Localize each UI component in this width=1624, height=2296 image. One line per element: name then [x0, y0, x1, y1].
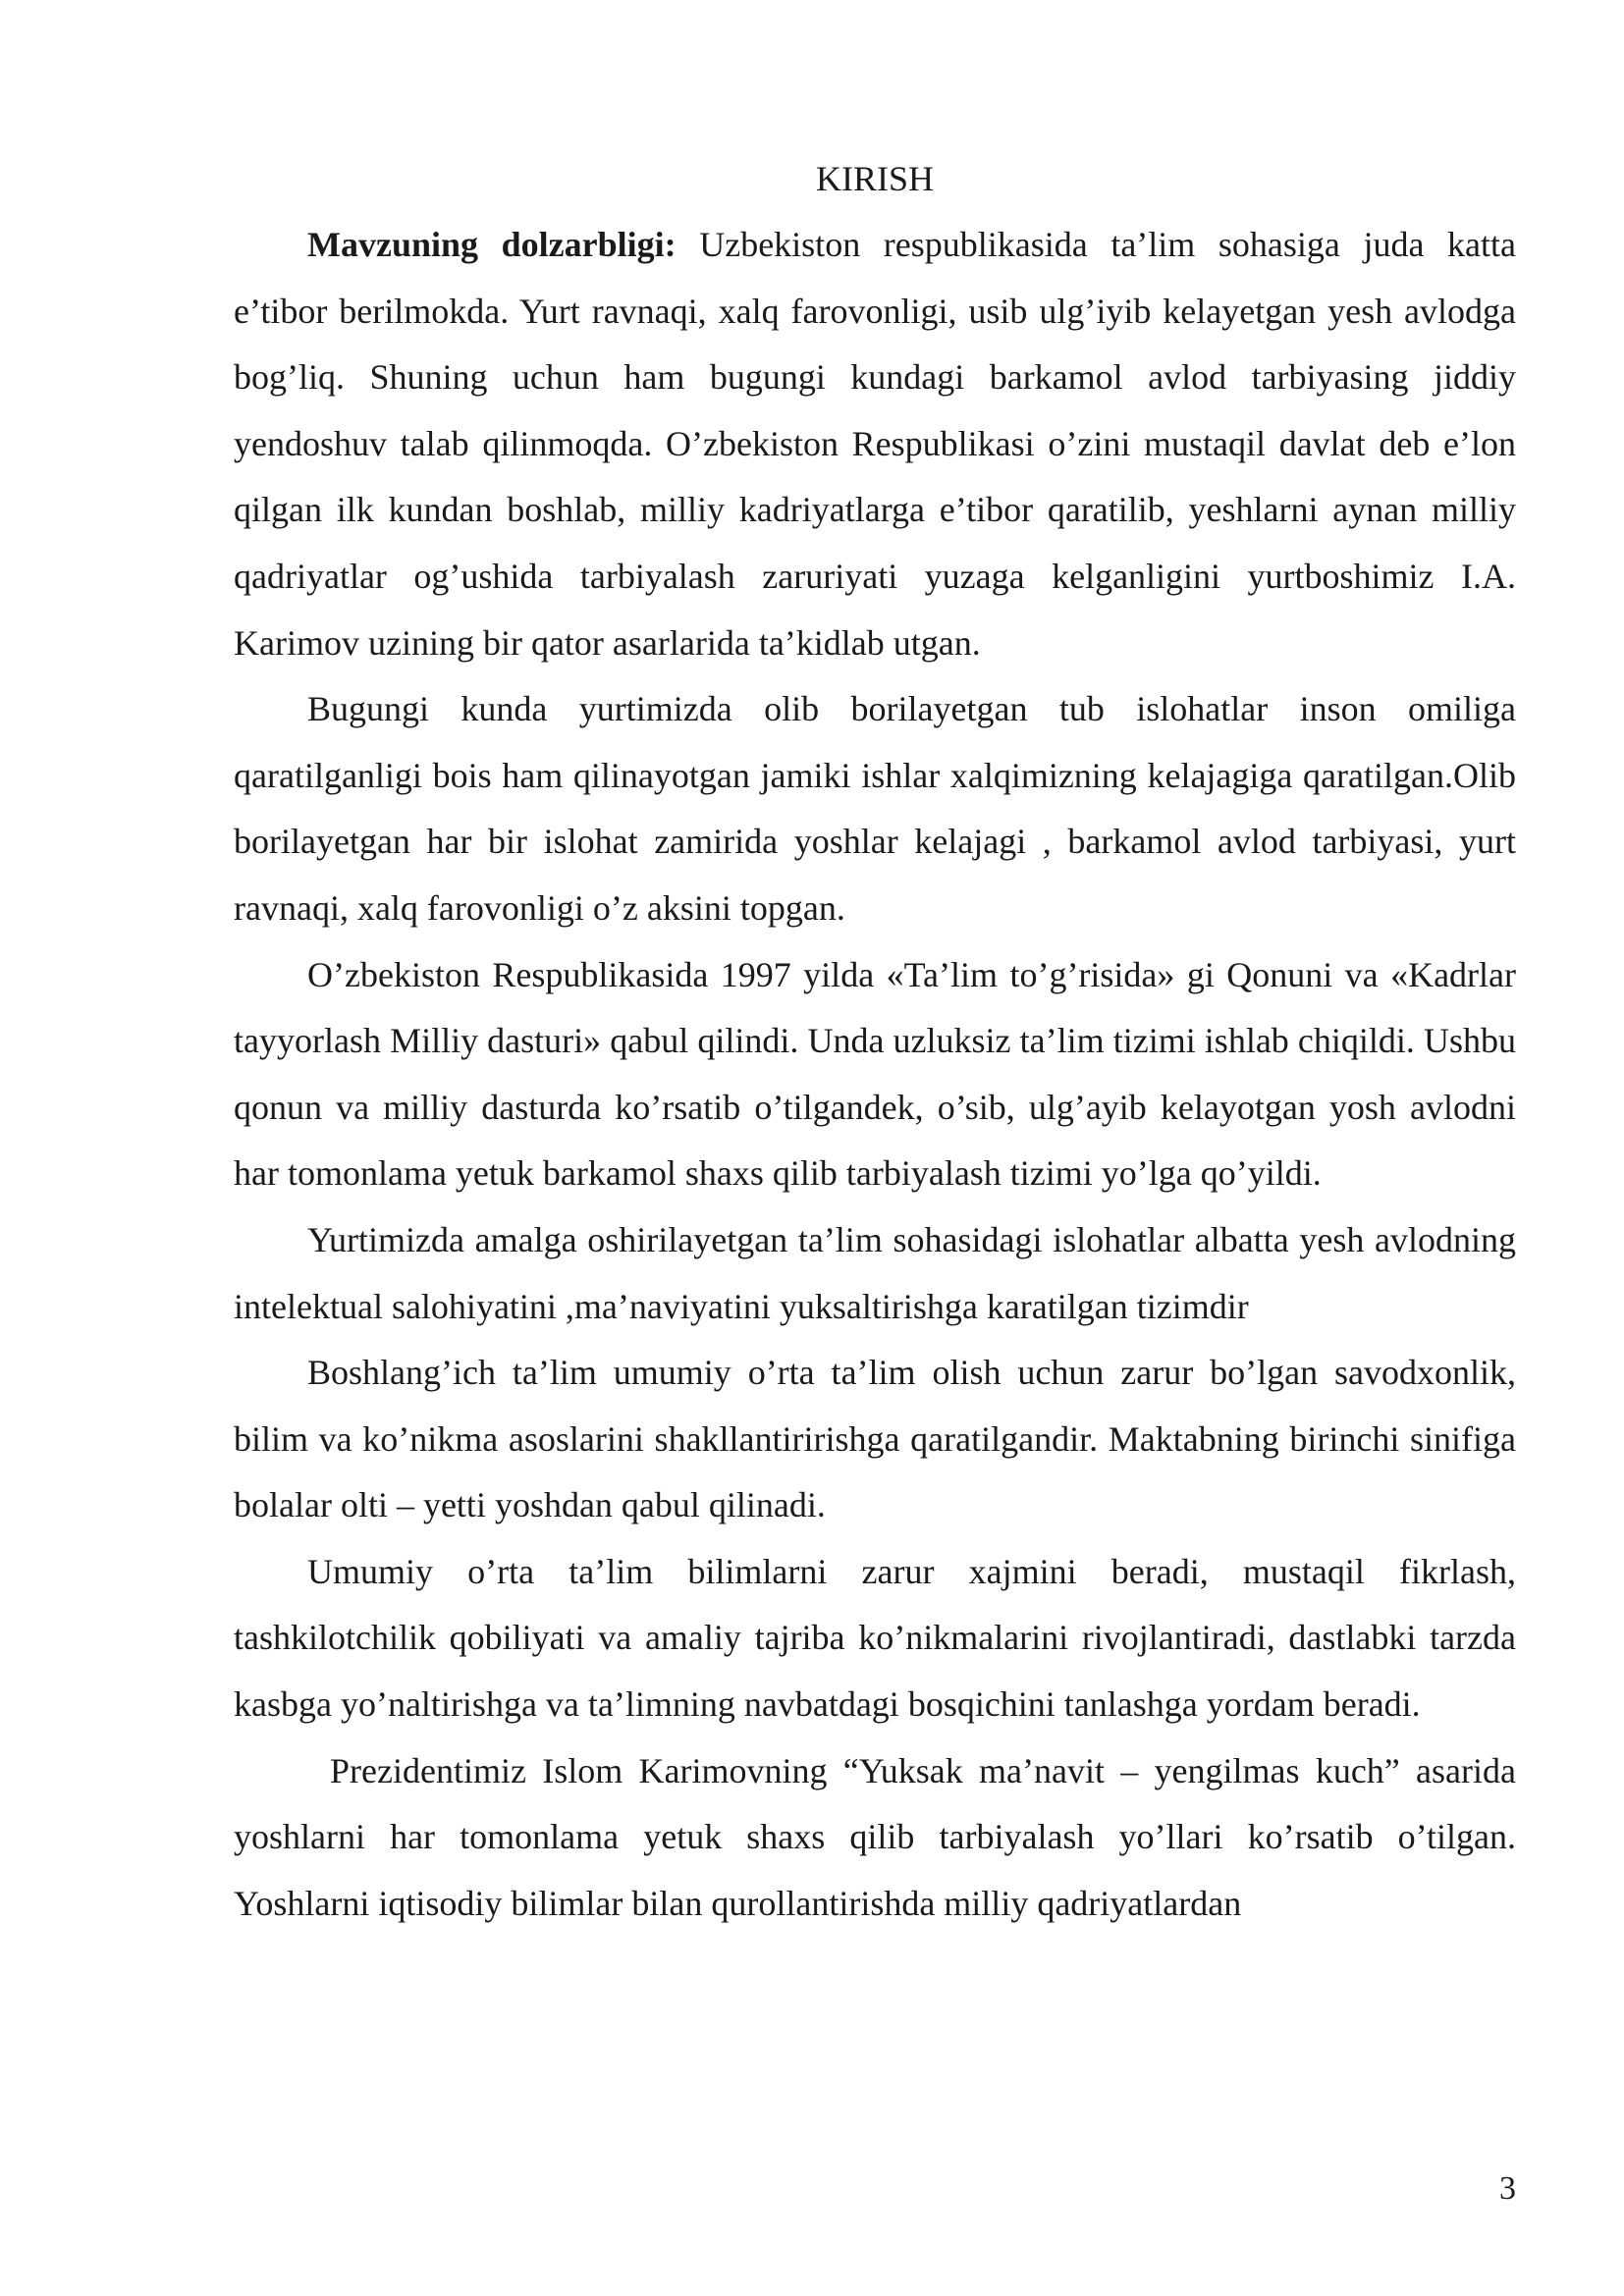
paragraph-primary-education: Boshlang’ich ta’lim umumiy o’rta ta’lim olish uchun zarur bo’lgan savodxonlik, bilim va ko’nikma asoslarini shakllantiririshga qaratilgandir. Maktabning birinchi sinifiga bolalar olti – yetti yoshdan qabul qilinadi. [234, 1353, 1516, 1525]
paragraph-relevance [234, 212, 1516, 676]
paragraph-text: Uzbekiston respublikasida ta’lim sohasiga juda katta e’tibor berilmokda. Yurt ravnaqi, xalq farovonligi, usib ulg’iyib kelayetgan yesh avlodga bog’liq. Shuning uchun ham bugungi kundagi barkamol avlod tarbiyasing jiddiy yendoshuv talab qilinmoqda. O’zbekiston Respublikasi o’zini mustaqil davlat deb e’lon qilgan ilk kundan boshlab, milliy kadriyatlarga e’tibor qaratilib, yeshlarni aynan milliy qadriyatlar og’ushida tarbiyalash zaruriyati yuzaga kelganligini yurtboshimiz I.A. Karimov uzining bir qator asarlarida ta’kidlab utgan. [234, 225, 1516, 663]
paragraph-president-work: Prezidentimiz Islom Karimovning “Yuksak ma’navit – yengilmas kuch” asarida yoshlarni har tomonlama yetuk shaxs qilib tarbiyalash yo’llari ko’rsatib o’tilgan. Yoshlarni iqtisodiy bilimlar bilan qurollantirishda milliy qadriyatlardan [234, 1750, 1516, 1923]
paragraph-intellectual-potential: Yurtimizda amalga oshirilayetgan ta’lim sohasidagi islohatlar albatta yesh avlodning intelektual salohiyatini ,ma’naviyatini yuksaltirishga karatilgan tizimdir [234, 1219, 1516, 1326]
paragraph-secondary-education: Umumiy o’rta ta’lim bilimlarni zarur xajmini beradi, mustaqil fikrlash, tashkilotchilik qobiliyati va amaliy tajriba ko’nikmalarini rivojlantiradi, dastlabki tarzda kasbga yo’naltirishga va ta’limning navbatdagi bosqichini tanlashga yordam beradi. [234, 1551, 1516, 1725]
section-heading: KIRISH [815, 159, 934, 198]
paragraph-education-law: O’zbekiston Respublikasida 1997 yilda «Ta’lim to’g’risida» gi Qonuni va «Kadrlar tayyorlash Milliy dasturi» qabul qilindi. Unda uzluksiz ta’lim tizimi ishlab chiqildi. Ushbu qonun va milliy dasturda ko’rsatib o’tilgandek, o’sib, ulg’ayib kelayotgan yosh avlodni har tomonlama yetuk barkamol shaxs qilib tarbiyalash tizimi yo’lga qo’yildi. [234, 954, 1516, 1194]
paragraph-reforms: Bugungi kunda yurtimizda olib borilayetgan tub islohatlar inson omiliga qaratilganligi bois ham qilinayotgan jamiki ishlar xalqimizning kelajagiga qaratilgan.Olib borilayetgan har bir islohat zamirida yoshlar kelajagi , barkamol avlod tarbiyasi, yurt ravnaqi, xalq farovonligi o’z aksini topgan. [234, 689, 1516, 928]
document-page [234, 145, 1516, 1937]
paragraph-lead-label: Mavzuning dolzarbligi: [307, 225, 677, 264]
page-number: 3 [1499, 2170, 1516, 2207]
